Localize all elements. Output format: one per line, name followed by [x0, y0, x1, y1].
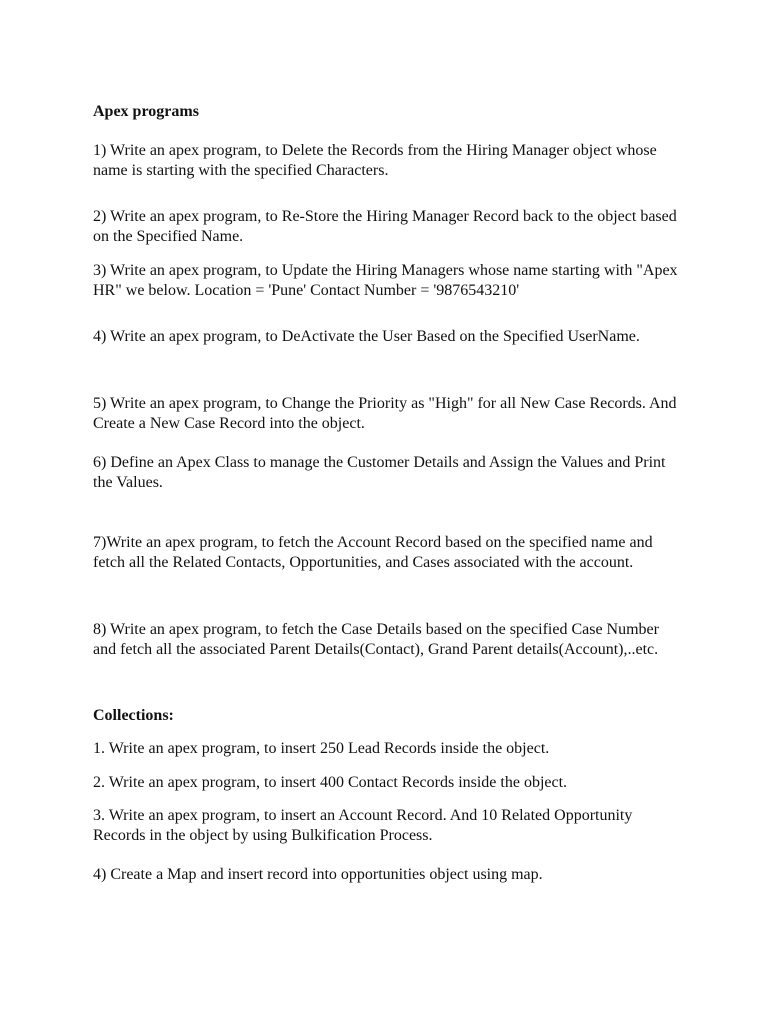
apex-item-8: 8) Write an apex program, to fetch the Case Details based on the specified Case Number and fetch all the associated Parent Details(Contact), Grand Parent details(Account),..etc. — [93, 621, 659, 658]
collections-item-1: 1. Write an apex program, to insert 250 Lead Records inside the object. — [93, 740, 550, 757]
section-heading-collections: Collections: — [93, 707, 174, 724]
collections-item-4: 4) Create a Map and insert record into opportunities object using map. — [93, 866, 543, 883]
collections-item-3: 3. Write an apex program, to insert an Account Record. And 10 Related Opportunity Records in the object by using Bulkification Process. — [93, 807, 633, 844]
apex-item-4: 4) Write an apex program, to DeActivate the User Based on the Specified UserName. — [93, 328, 640, 345]
section-heading-apex-programs: Apex programs — [93, 103, 199, 120]
apex-item-6: 6) Define an Apex Class to manage the Customer Details and Assign the Values and Print the Values. — [93, 454, 666, 491]
apex-item-2: 2) Write an apex program, to Re-Store the Hiring Manager Record back to the object based on the Specified Name. — [93, 208, 677, 245]
apex-item-3: 3) Write an apex program, to Update the Hiring Managers whose name starting with "Apex HR" we below. Location = 'Pune' Contact Number = '9876543210' — [93, 262, 678, 299]
apex-item-1: 1) Write an apex program, to Delete the Records from the Hiring Manager object whose name is starting with the specified Characters. — [93, 142, 657, 179]
apex-item-5: 5) Write an apex program, to Change the Priority as "High" for all New Case Records. And Create a New Case Record into the object. — [93, 395, 677, 432]
collections-item-2: 2. Write an apex program, to insert 400 Contact Records inside the object. — [93, 774, 568, 791]
apex-item-7: 7)Write an apex program, to fetch the Account Record based on the specified name and fetch all the Related Contacts, Opportunities, and Cases associated with the account. — [93, 534, 653, 571]
